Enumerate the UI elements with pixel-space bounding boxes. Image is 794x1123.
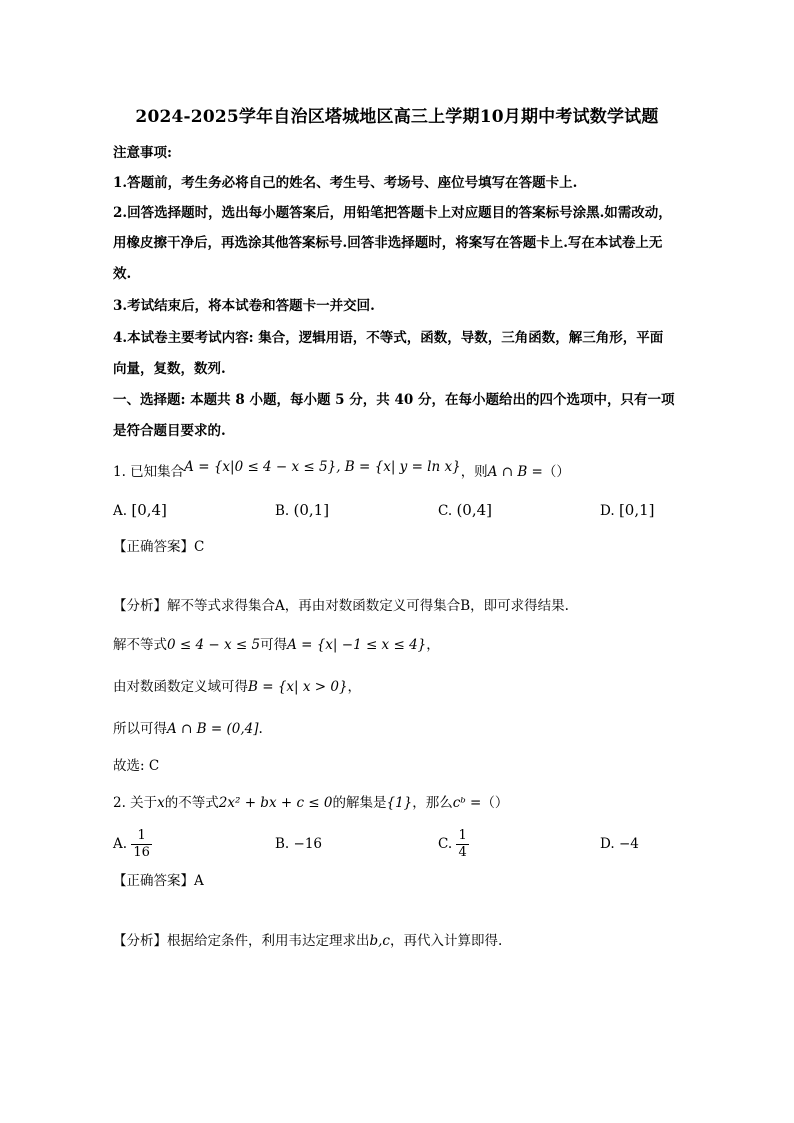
q1-expr: A ∩ B =	[487, 464, 543, 480]
q1-conclusion: 故选: C	[113, 758, 160, 774]
notice-heading: 注意事项:	[113, 145, 172, 161]
q2-answer: 【正确答案】A	[113, 873, 204, 889]
notice-item-3: 3.考试结束后，将本试卷和答题卡一并交回.	[113, 298, 375, 314]
q1-option-a: A. [0,4]	[113, 501, 167, 519]
notice-item-1: 1.答题前，考生务必将自己的姓名、考生号、考场号、座位号填写在答题卡上.	[113, 175, 578, 191]
q1-option-b: B. (0,1]	[275, 501, 330, 519]
question-1-stem	[113, 459, 693, 482]
notice-item-2: 2.回答选择题时，选出每小题答案后，用铅笔把答题卡上对应题目的答案标号涂黑.如需改动，	[113, 205, 672, 221]
question-2-stem: 2. 关于x的不等式2x² + bx + c ≤ 0的解集是{1}，那么cᵇ =（）	[113, 795, 509, 811]
section-heading: 一、选择题: 本题共 8 小题，每小题 5 分，共 40 分，在每小题给出的四个选项中，只有一项	[113, 392, 675, 408]
q2-option-c-fraction: $\frac{1}{4}$	[458, 828, 467, 860]
notice-item-4: 4.本试卷主要考试内容: 集合，逻辑用语，不等式，函数，导数，三角函数，解三角形，平面	[113, 330, 664, 346]
section-heading-cont: 是符合题目要求的.	[113, 423, 226, 439]
q1-analysis: 【分析】解不等式求得集合A，再由对数函数定义可得集合B，即可求得结果.	[113, 598, 569, 614]
notice-item-4-cont: 向量，复数，数列.	[113, 361, 226, 377]
q1-answer: 【正确答案】C	[113, 539, 205, 555]
q1-step-2: 由对数函数定义域可得B = {x| x > 0}，	[113, 679, 362, 695]
page-title: 2024-2025学年自治区塔城地区高三上学期10月期中考试数学试题	[135, 107, 659, 127]
q2-option-b: B. −16	[275, 836, 323, 852]
notice-item-2-cont: 用橡皮擦干净后，再选涂其他答案标号.回答非选择题时，将案写在答题卡上.写在本试卷上无	[113, 235, 663, 251]
q1-option-d: D. [0,1]	[600, 501, 655, 519]
q1-set-a: A = {x|0 ≤ 4 − x ≤ 5}	[184, 459, 337, 475]
q1-stem-suffix: ，则	[460, 464, 488, 480]
q2-option-d: D. −4	[600, 836, 639, 852]
q1-step-1: 解不等式0 ≤ 4 − x ≤ 5可得A = {x| −1 ≤ x ≤ 4}，	[113, 637, 440, 653]
q2-option-a: A. $\frac{1}{16}$	[113, 828, 150, 860]
notice-item-2-end: 效.	[113, 266, 132, 282]
q2-option-c: C. $\frac{1}{4}$	[438, 828, 467, 860]
q2-analysis: 【分析】根据给定条件，利用韦达定理求出b,c，再代入计算即得.	[113, 933, 503, 949]
q1-stem-prefix: 1. 已知集合	[113, 464, 185, 480]
q2-option-a-fraction: $\frac{1}{16}$	[133, 828, 150, 860]
q1-option-c: C. (0,4]	[438, 501, 492, 519]
q1-set-b: , B = {x| y = ln x}	[336, 459, 461, 475]
q1-step-3: 所以可得A ∩ B = (0,4].	[113, 721, 263, 737]
q1-paren: （）	[542, 464, 570, 480]
